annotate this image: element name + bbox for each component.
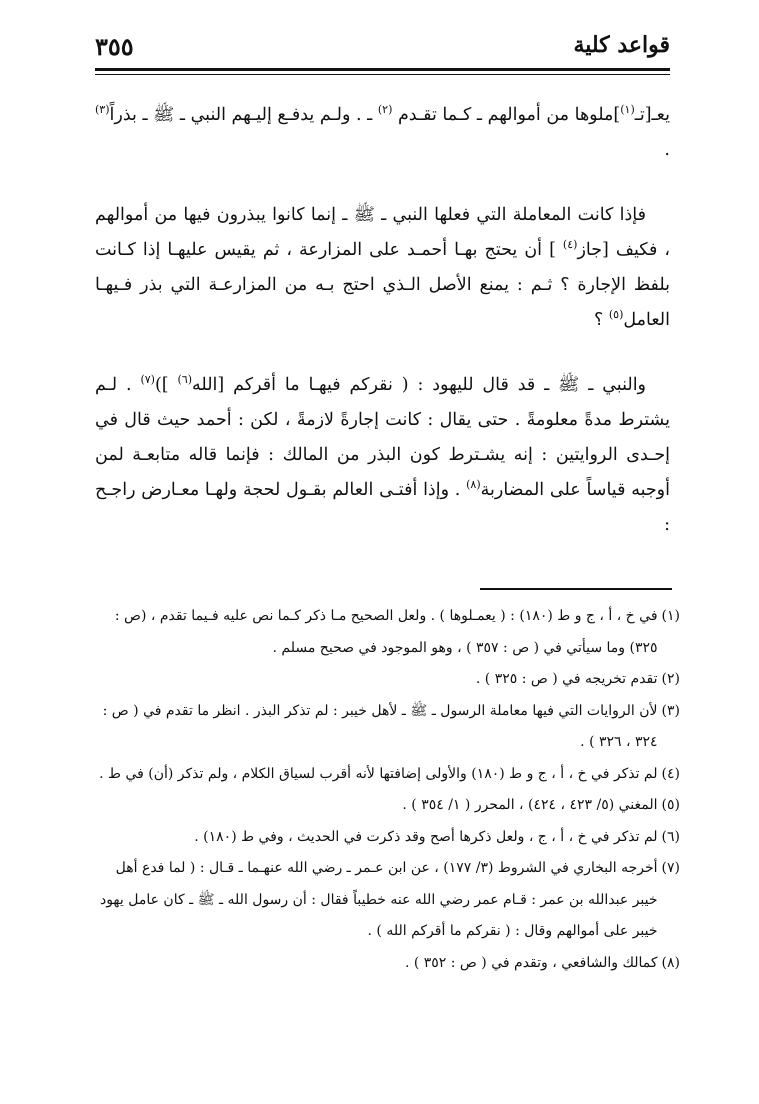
body-paragraph xyxy=(95,368,670,543)
footnote xyxy=(95,601,680,664)
footnote xyxy=(95,759,680,791)
footnote xyxy=(95,664,680,696)
footnote xyxy=(95,696,680,759)
footnote-text: كمالك والشافعي ، وتقدم في ( ص : ٣٥٢ ) . xyxy=(404,954,658,971)
footnote-reference: (٥) xyxy=(608,308,624,322)
footnote xyxy=(95,853,680,948)
footnote-reference: (١) xyxy=(620,103,635,117)
text-run: والنبي ـ ﷺ ـ قد قال لليهود : ( نقركم فيهـا ما أقركم [الله xyxy=(192,375,647,395)
footnote-divider xyxy=(480,588,672,590)
text-run: . xyxy=(664,140,670,160)
running-title: قواعد كلية xyxy=(573,32,670,58)
footnote-reference: (٨) xyxy=(466,478,481,492)
footnote-number: (٨) xyxy=(661,954,680,971)
footnote-reference: (٤) xyxy=(562,238,578,252)
footnote-number: (٦) xyxy=(661,828,680,845)
footnote-text: لأن الروايات التي فيها معاملة الرسول ـ ﷺ ـ لأهل خيبر : لم تذكر البذر . انظر ما تقدم في ( ص : ٣٢٤ ، ٣٢٦ ) . xyxy=(102,702,658,750)
footnote-reference: (٧) xyxy=(140,373,155,387)
text-run: ] أن يحتج بهـا أحمـد على المزارعة ، ثم يقيس عليهـا إذا كـانت بلفظ الإجارة ؟ ثـم : يمنع الأصل الـذي احتج بـه من المزارعـة التي بذر فـيهـا العامل xyxy=(95,240,670,330)
footnote-number: (١) xyxy=(661,608,680,624)
page-header xyxy=(95,28,670,68)
text-run: ]ملوها من أموالهم ـ كـما تقـدم xyxy=(392,105,621,125)
text-run: فإذا كانت المعاملة التي فعلها النبي ـ ﷺ ـ إنما كانوا يبذرون فيها من أموالهم ، فكيف [جاز xyxy=(95,205,670,260)
body-paragraph xyxy=(95,98,670,168)
text-run: . وإذا أفتـى العالم بقـول لحجة ولهـا معـارض راجـح : xyxy=(95,480,670,535)
footnote-text: تقدم تخريجه في ( ص : ٣٢٥ ) . xyxy=(475,671,658,687)
text-run: ـ . ولـم يدفـع إليـهم النبي ـ ﷺ ـ بذراً xyxy=(109,105,378,125)
footnote-number: (٥) xyxy=(661,797,680,813)
text-run: ]) xyxy=(154,375,178,395)
text-run: يعـ[تـ xyxy=(634,105,670,125)
footnote-text: لم تذكر في خ ، أ ، ج ، ولعل ذكرها أصح وقد ذكرت في الحديث ، وفي ط (١٨٠) . xyxy=(194,828,658,845)
footnote xyxy=(95,948,680,980)
footnote-number: (٧) xyxy=(661,860,680,876)
text-run: . لـم يشترط مدةً معلومةً . حتى يقال : كانت إجارةً لازمةً ، لكن : أحمد حيث قال في إحـدى الروايتين : إنه يشـترط كون البذر من المالك : فإنما قاله متابعـة لمن أوجبه قياساً على المضاربة xyxy=(95,375,670,500)
footnote-text: أخرجه البخاري في الشروط (٣/ ١٧٧) ، عن ابن عـمر ـ رضي الله عنهـما ـ قـال : ( لما فدع أهل خيبر عبدالله بن عمر : قـام عمر رضي الله عنه خطيباً فقال : أن رسول الله ـ ﷺ ـ كان عامل يهود خيبر على أموالهم وقال : ( نقركم ما أقركم الله ) . xyxy=(99,860,658,939)
header-rule xyxy=(95,68,670,71)
footnote-reference: (٢) xyxy=(377,103,393,117)
footnote-reference: (٦) xyxy=(177,373,193,387)
footnote-number: (٤) xyxy=(661,765,680,782)
footnote-number: (٣) xyxy=(661,702,680,719)
footnote xyxy=(95,822,680,854)
text-run: ؟ xyxy=(594,310,609,330)
footnote-text: لم تذكر في خ ، أ ، ج و ط (١٨٠) والأولى إضافتها لأنه أقرب لسياق الكلام ، ولم تذكر (أن) في ط . xyxy=(99,765,658,782)
header-rule-thin xyxy=(95,74,670,75)
main-text xyxy=(95,98,670,573)
footnotes xyxy=(95,601,680,979)
footnote-reference: (٣) xyxy=(95,103,110,117)
footnote xyxy=(95,790,680,822)
footnote-number: (٢) xyxy=(661,671,680,687)
body-paragraph xyxy=(95,198,670,338)
footnote-text: في خ ، أ ، ج و ط (١٨٠) : ( يعمـلوها ) . ولعل الصحيح مـا ذكر كـما نص عليه فـيما تقدم ، (ص : ٣٢٥) وما سيأتي في ( ص : ٣٥٧ ) ، وهو الموجود في صحيح مسلم . xyxy=(114,608,658,656)
footnote-text: المغني (٥/ ٤٢٣ ، ٤٢٤) ، المحرر ( ١/ ٣٥٤ ) . xyxy=(402,797,658,813)
page-number: ٣٥٥ xyxy=(95,32,134,61)
